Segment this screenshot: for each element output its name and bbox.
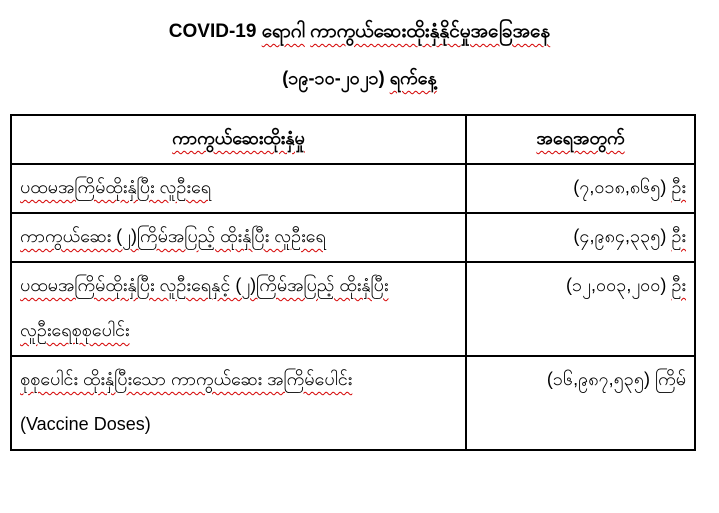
value-unit: ဦး bbox=[671, 177, 686, 197]
value-number: (၇,၀၁၈,၈၆၅) bbox=[573, 177, 667, 197]
label-cell-fully-vaccinated bbox=[11, 213, 466, 262]
label-cell-total-people bbox=[11, 262, 466, 356]
value-unit: ဦး bbox=[671, 226, 686, 246]
label-text-line2-vaccine-doses: (Vaccine Doses) bbox=[20, 414, 151, 434]
row-total-doses bbox=[11, 356, 695, 450]
value-cell-first-dose bbox=[466, 164, 695, 213]
title-latin-prefix: COVID-19 bbox=[168, 21, 257, 42]
label-text-line1: စုစုပေါင်း ထိုးနှံပြီးသော ကာကွယ်ဆေး အကြိမ်ပေါင်း bbox=[20, 369, 353, 389]
table-header-row bbox=[11, 115, 695, 164]
row-first-dose bbox=[11, 164, 695, 213]
label-text-line1: ပထမအကြိမ်ထိုးနှံပြီး လူဦးရေနှင့် (၂)ကြိမ်အပြည့် ထိုးနှံပြီး bbox=[20, 275, 389, 295]
date-word-day: ရက်နေ့ bbox=[389, 68, 437, 88]
page-title bbox=[10, 15, 709, 49]
vaccination-table bbox=[10, 114, 696, 451]
value-number: (၁၂,၀၀၃,၂၀၀) bbox=[565, 275, 667, 295]
label-cell-first-dose bbox=[11, 164, 466, 213]
header-label-vaccination: ကာကွယ်ဆေးထိုးနှံမှု bbox=[172, 128, 305, 148]
value-number: (၁၆,၉၈၇,၅၃၅) bbox=[546, 369, 651, 389]
header-cell-quantity bbox=[466, 115, 695, 164]
header-cell-vaccination bbox=[11, 115, 466, 164]
date-value: (၁၉-၁၀-၂၀၂၁) bbox=[282, 68, 385, 88]
document-page bbox=[0, 15, 719, 451]
header-label-quantity: အရေအတွက် bbox=[536, 128, 625, 148]
value-cell-total-people bbox=[466, 262, 695, 356]
title-word-vaccination-status: ကာကွယ်ဆေးထိုးနှံနိုင်မှုအခြေအနေ bbox=[310, 21, 551, 42]
row-fully-vaccinated bbox=[11, 213, 695, 262]
value-cell-fully-vaccinated bbox=[466, 213, 695, 262]
date-line bbox=[0, 63, 719, 93]
value-unit: ဦး bbox=[671, 275, 686, 295]
label-text: ပထမအကြိမ်ထိုးနှံပြီး လူဦးရေ bbox=[20, 177, 212, 197]
label-text: ကာကွယ်ဆေး (၂)ကြိမ်အပြည့် ထိုးနှံပြီး လူဦးရေ bbox=[20, 226, 326, 246]
label-text-line2: လူဦးရေစုစုပေါင်း bbox=[20, 320, 130, 340]
row-total-people bbox=[11, 262, 695, 356]
value-cell-total-doses bbox=[466, 356, 695, 450]
value-unit: ကြိမ် bbox=[655, 369, 686, 389]
value-number: (၄,၉၈၄,၃၃၅) bbox=[573, 226, 667, 246]
title-word-disease: ရောဂါ bbox=[261, 21, 305, 42]
label-cell-total-doses bbox=[11, 356, 466, 450]
